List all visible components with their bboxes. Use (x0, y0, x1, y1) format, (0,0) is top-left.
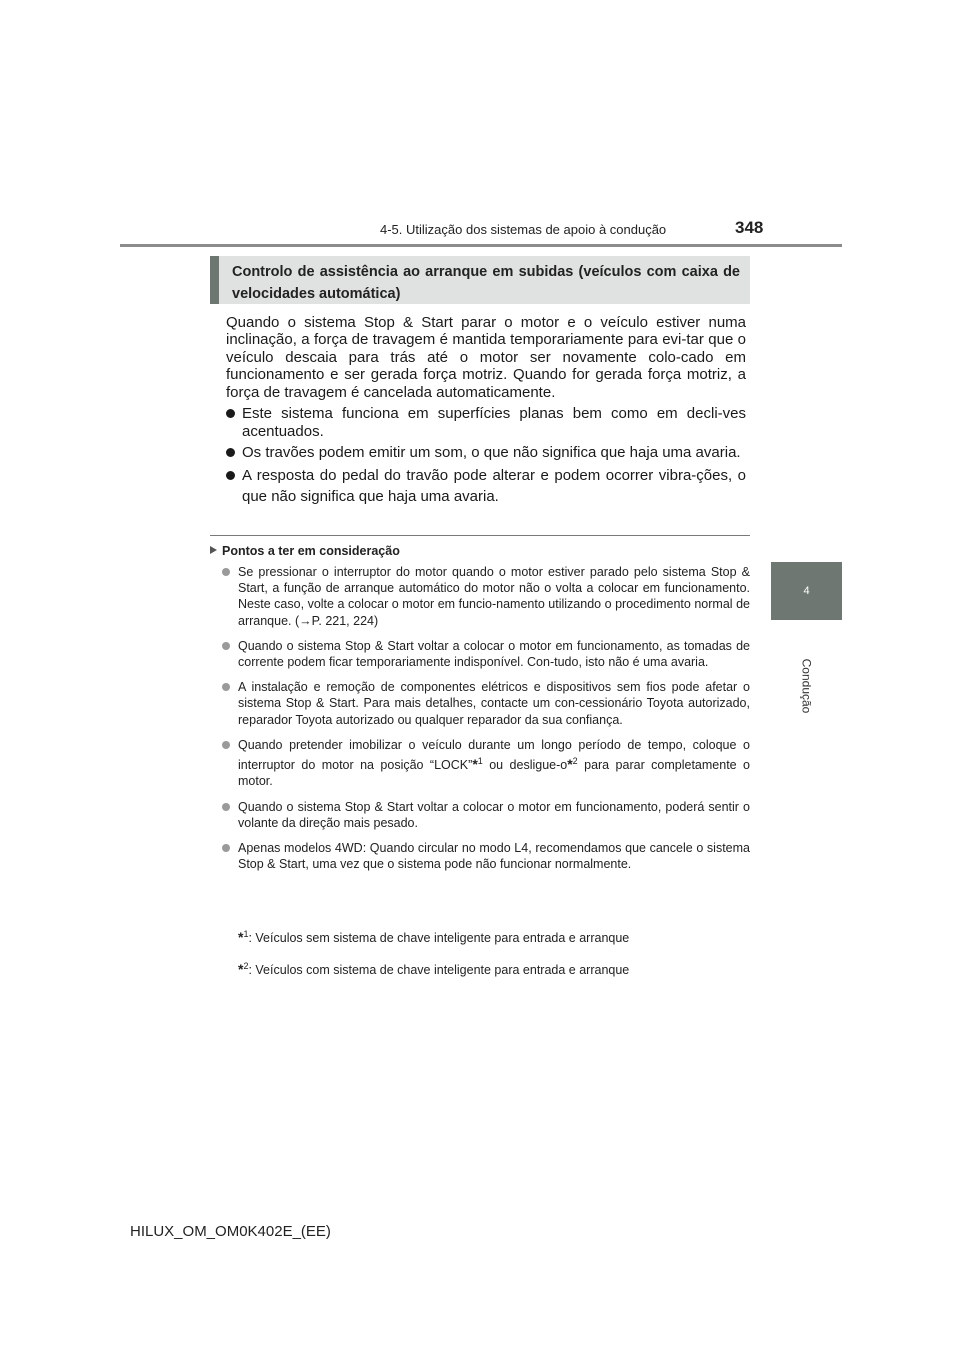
chapter-tab[interactable] (771, 562, 842, 620)
section-heading: Controlo de assistência ao arranque em subidas (veículos com caixa de velocidades automática) (210, 256, 750, 304)
page-number: 348 (735, 218, 764, 237)
chapter-number: 4 (803, 585, 810, 597)
list-item: Quando o sistema Stop & Start voltar a colocar o motor em funcionamento, poderá sentir o volante da direção mais pesado. (222, 799, 750, 831)
list-item: Se pressionar o interruptor do motor quando o motor estiver parado pelo sistema Stop & Start, a função de arranque automático do motor não o volta a colocar em funcionamento. Neste caso, volte a colocar o motor em funcio-namento utilizando o procedimento normal de arranque. (→P. 221, 224) (222, 564, 750, 629)
document-code: HILUX_OM_OM0K402E_(EE) (130, 1223, 331, 1240)
chapter-label (770, 660, 842, 712)
list-item: Os travões podem emitir um som, o que não significa que haja uma avaria. (226, 444, 746, 462)
bullet-icon (222, 741, 230, 749)
notes-title: Pontos a ter em consideração (210, 544, 400, 558)
header-section-title: 4-5. Utilização dos sistemas de apoio à condução (380, 222, 667, 237)
bullet-icon (222, 642, 230, 650)
list-item: A instalação e remoção de componentes elétricos e dispositivos sem fios pode afetar o sistema Stop & Start. Para mais detalhes, contacte um con-cessionário Toyota autorizado, reparador Toyota autorizado ou qualquer reparador da sua confiança. (222, 679, 750, 728)
footnote: *$^2$: Veículos com sistema de chave inteligente para entrada e arranque (238, 961, 630, 978)
section-divider (210, 535, 750, 536)
bullet-icon (222, 568, 230, 576)
section-intro: Quando o sistema Stop & Start parar o motor e o veículo estiver numa inclinação, a força de travagem é mantida temporariamente para evi-tar que o veículo descaia para trás até o motor ser novamente colo-cado em funcionamento e ser gerada força motriz. Quando for gerada força motriz, a força de travagem é cancelada automaticamente. (226, 314, 746, 401)
footnote: *$^1$: Veículos sem sistema de chave inteligente para entrada e arranque (238, 929, 630, 946)
list-item: A resposta do pedal do travão pode alterar e podem ocorrer vibra-ções, o que não significa que haja uma avaria. (226, 465, 746, 507)
notes-list (222, 564, 750, 881)
footnotes (222, 920, 750, 978)
bullet-icon (222, 683, 230, 691)
bullet-icon (226, 471, 235, 480)
list-item: Quando o sistema Stop & Start voltar a colocar o motor em funcionamento, as tomadas de corrente podem ficar temporariamente indisponível. Con-tudo, isto não é uma avaria. (222, 638, 750, 670)
header-rule (120, 244, 842, 247)
bullet-icon (222, 844, 230, 852)
chapter-name: Condução (799, 658, 813, 714)
list-item: Apenas modelos 4WD: Quando circular no modo L4, recomendamos que cancele o sistema Stop & Start, uma vez que o sistema pode não funcionar normalmente. (222, 840, 750, 872)
bullet-icon (222, 803, 230, 811)
bullet-icon (226, 409, 235, 418)
list-item: Quando pretender imobilizar o veículo durante um longo período de tempo, coloque o interruptor do motor na posição “LOCK”*$^1$ ou desligue-o*$^2$ para parar completamente o motor. (222, 737, 750, 790)
triangle-marker-icon (210, 546, 217, 554)
bullet-icon (226, 448, 235, 457)
bullet-list (226, 405, 746, 510)
list-item: Este sistema funciona em superfícies planas bem como em decli-ves acentuados. (226, 405, 746, 441)
